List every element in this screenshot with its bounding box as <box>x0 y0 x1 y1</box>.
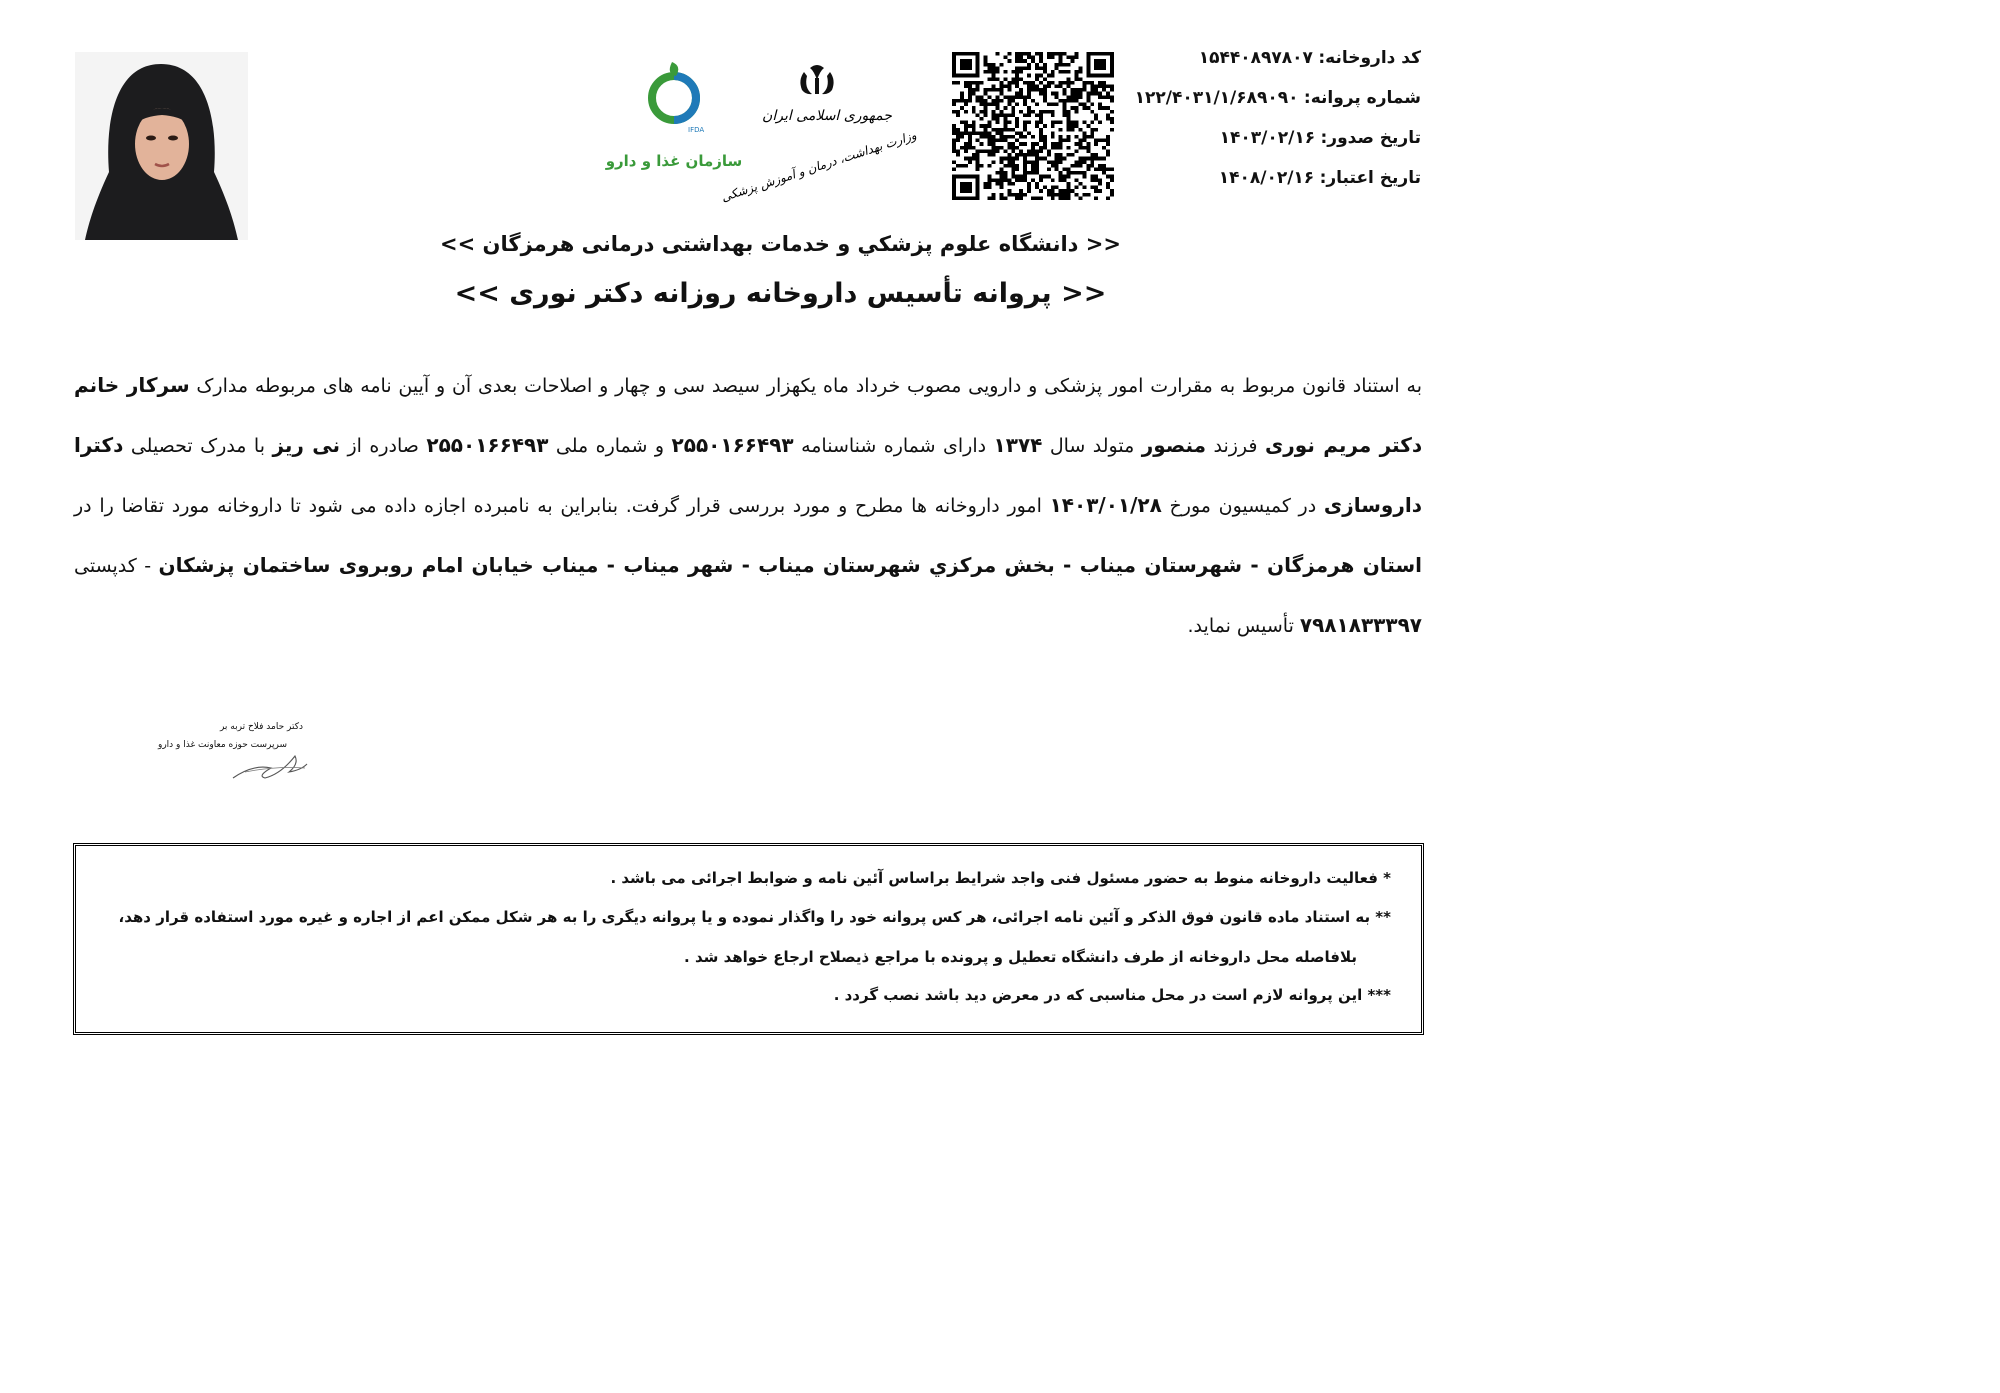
body-text-9: امور داروخانه ها مطرح و مورد بررسی قرار گرفت. بنابراین به نامبرده اجازه داده می شود تا داروخانه مورد تقاضا را در <box>74 495 1042 517</box>
validity-date-row <box>1101 168 1421 188</box>
note-2-continued: بلافاصله محل داروخانه از طرف دانشگاه تعطیل و پرونده با مراجع ذیصلاح ارجاع خواهد شد . <box>684 948 1357 966</box>
body-text-7: با مدرک تحصیلی <box>130 435 265 457</box>
signer-title: سرپرست حوزه معاونت غذا و دارو <box>157 740 287 750</box>
degree: دکترا داروسازی <box>74 433 1422 517</box>
validity-date-label: تاریخ اعتبار: <box>1319 168 1421 188</box>
body-text-8: در کمیسیون مورخ <box>1169 495 1317 517</box>
birth-year: ۱۳۷۴ <box>993 433 1043 457</box>
ifda-mark-icon <box>652 62 696 120</box>
license-number-row <box>1101 88 1421 108</box>
qr-code <box>952 52 1114 200</box>
pharmacy-address: استان هرمزگان - شهرستان میناب - بخش مرکزي شهرستان میناب - شهر میناب - میناب خیابان امام روبروی ساختمان پزشکان <box>158 553 1422 577</box>
license-number-label: شماره پروانه: <box>1303 88 1421 108</box>
holder-photo <box>75 52 248 240</box>
notes-list <box>101 864 1391 1005</box>
university-title: << دانشگاه علوم پزشكي و خدمات بهداشتی درمانی هرمزگان >> <box>440 232 1121 256</box>
ifda-logo <box>605 58 743 183</box>
body-text-1: به استناد قانون مربوط به مقرارت امور پزشکی و دارویی مصوب خرداد ماه یکهزار سیصد سی و چهار و اصلاحات بعدی آن و آیین نامه های مربوطه مدارک <box>196 375 1422 397</box>
ifda-name: سازمان غذا و دارو <box>605 152 743 170</box>
ministry-line2: وزارت بهداشت، درمان و آموزش پزشکی <box>719 127 919 205</box>
body-text-2: فرزند <box>1213 435 1258 457</box>
notes-box <box>73 843 1424 1035</box>
signature-scribble-icon <box>165 722 325 792</box>
body-text-6: صادره از <box>347 435 419 457</box>
license-title: << پروانه تأسیس داروخانه روزانه دکتر نوری >> <box>454 278 1107 309</box>
issued-in: نی ریز <box>272 433 341 457</box>
holder-name: سرکار خانم دکتر مریم نوری <box>74 373 1423 457</box>
note-3: *** این پروانه لازم است در محل مناسبی که در معرض دید باشد نصب گردد . <box>833 986 1391 1004</box>
body-text-10: - کدپستی <box>74 555 152 577</box>
postal-code: ۷۹۸۱۸۳۳۳۹۷ <box>1299 613 1422 637</box>
father-name: منصور <box>1141 433 1207 457</box>
license-number-value: ۱۲۲/۴۰۳۱/۱/۶۸۹۰۹۰ <box>1134 88 1299 108</box>
pharmacy-code-row <box>1101 48 1421 68</box>
pharmacy-code-value: ۱۵۴۴۰۸۹۷۸۰۷ <box>1198 48 1313 68</box>
validity-date-value: ۱۴۰۸/۰۲/۱۶ <box>1218 168 1315 188</box>
body-text-4: دارای شماره شناسنامه <box>801 435 987 457</box>
body-text-11: تأسیس نماید. <box>1187 615 1294 637</box>
body-text-5: و شماره ملی <box>555 435 665 457</box>
issue-date-value: ۱۴۰۳/۰۲/۱۶ <box>1219 128 1316 148</box>
ministry-emblem <box>719 58 919 205</box>
signature-block <box>157 722 325 792</box>
national-id: ۲۵۵۰۱۶۶۴۹۳ <box>426 433 549 457</box>
license-meta <box>1101 48 1421 208</box>
signer-name: دکتر حامد فلاح تربه بر <box>219 722 303 732</box>
id-number: ۲۵۵۰۱۶۶۴۹۳ <box>671 433 794 457</box>
ifda-abbr: IFDA <box>688 126 705 134</box>
iran-emblem-icon <box>800 65 833 94</box>
commission-date: ۱۴۰۳/۰۱/۲۸ <box>1049 493 1162 517</box>
pharmacy-code-label: کد داروخانه: <box>1318 48 1421 68</box>
portrait-image <box>75 52 248 240</box>
note-2: ** به استناد ماده قانون فوق الذکر و آئین نامه اجرائی، هر کس پروانه خود را واگذار نموده و یا پروانه دیگری را به هر شکل ممکن اعم از اجاره و غیره مورد استفاده قرار دهد، <box>118 908 1391 926</box>
issue-date-label: تاریخ صدور: <box>1320 128 1421 148</box>
ministry-line1: جمهوری اسلامی ایران <box>762 108 892 124</box>
note-1: * فعالیت داروخانه منوط به حضور مسئول فنی واجد شرایط براساس آئین نامه و ضوابط اجرائی می باشد . <box>610 869 1391 887</box>
body-text-3: متولد سال <box>1049 435 1135 457</box>
license-body <box>74 356 1422 656</box>
issue-date-row <box>1101 128 1421 148</box>
